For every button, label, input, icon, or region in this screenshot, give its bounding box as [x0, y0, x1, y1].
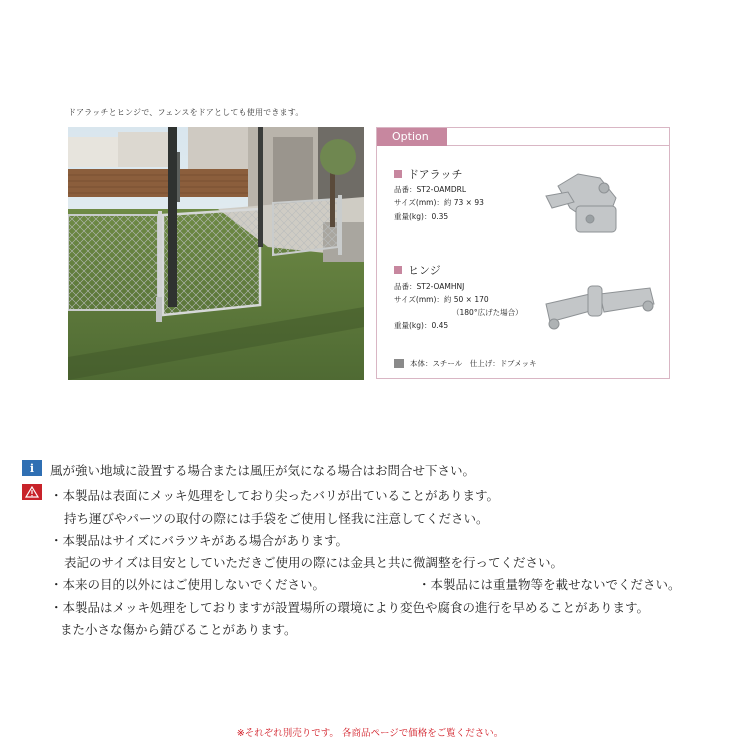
warning-line-6: ・本製品には重量物等を載せないでください。: [418, 577, 681, 592]
door-latch-size: サイズ(mm)：約 73 × 93: [394, 198, 484, 207]
door-latch-image: [538, 168, 638, 238]
info-note: 風が強い地域に設置する場合または風圧が気になる場合はお問合せ下さい。: [50, 463, 476, 478]
door-latch-weight: 重量(kg)：0.35: [394, 212, 449, 221]
product-title-door-latch: ドアラッチ: [394, 166, 462, 182]
bullet-square: [394, 266, 402, 274]
hinge-size-note: （180°広げた場合）: [452, 308, 523, 317]
warning-line-4: 表記のサイズは目安としていただきご使用の際には金具と共に微調整を行ってください。: [64, 555, 564, 570]
info-icon: i: [22, 460, 42, 476]
product-title-hinge: ヒンジ: [394, 262, 441, 278]
caption: ドアラッチとヒンジで、フェンスをドアとしても使用できます。: [68, 108, 304, 117]
material-icon: [394, 359, 404, 368]
warning-icon: [22, 484, 42, 500]
hinge-weight: 重量(kg)：0.45: [394, 321, 449, 330]
bullet-square: [394, 170, 402, 178]
door-latch-part-no: 品番：ST2-OAMDRL: [394, 185, 467, 194]
fence-gate-illustration: [68, 127, 364, 380]
warning-line-2: 持ち運びやパーツの取付の際には手袋をご使用し怪我に注意してください。: [64, 511, 489, 526]
warning-triangle-icon: [25, 486, 39, 498]
option-panel: [376, 127, 670, 379]
hinge-size: サイズ(mm)：約 50 × 170: [394, 295, 489, 304]
option-divider: [447, 145, 669, 146]
hinge-part-no: 品番：ST2-OAMHNJ: [394, 282, 465, 291]
warning-line-8: また小さな傷から錆びることがあります。: [60, 622, 297, 637]
warning-line-7: ・本製品はメッキ処理をしておりますが設置場所の環境により変色や腐食の進行を早めることがあります。: [50, 600, 650, 615]
warning-line-1: ・本製品は表面にメッキ処理をしており尖ったバリが出ていることがあります。: [50, 488, 500, 503]
fence-gate-photo: [68, 127, 364, 380]
hinge-image: [540, 280, 660, 340]
option-tab: Option: [377, 128, 447, 146]
warning-line-3: ・本製品はサイズにバラツキがある場合があります。: [50, 533, 349, 548]
warning-line-5: ・本来の目的以外にはご使用しないでください。: [50, 577, 326, 592]
material-info: 本体：スチール 仕上げ：ドブメッキ: [394, 358, 537, 369]
footer-note: ※それぞれ別売りです。 各商品ページで価格をご覧ください。: [236, 728, 504, 739]
